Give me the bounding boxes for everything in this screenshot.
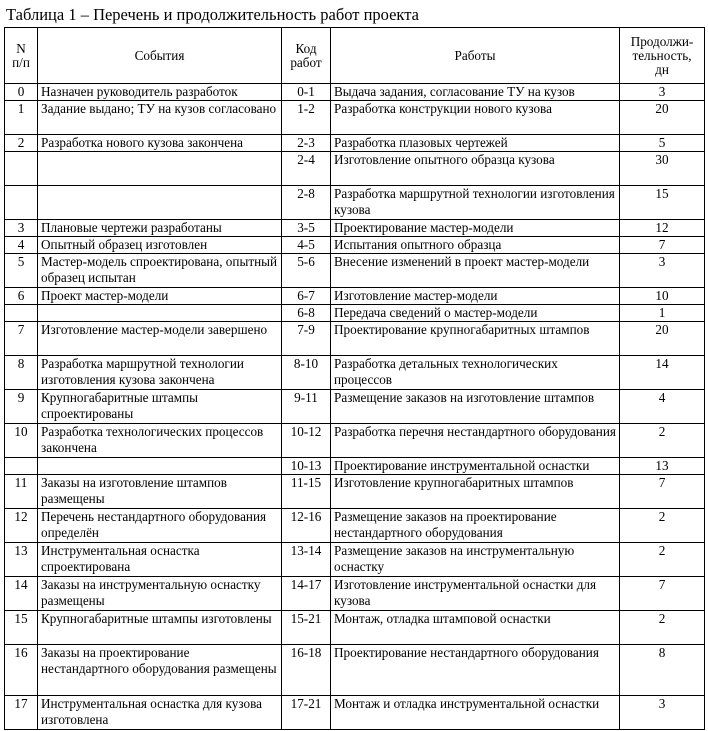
row-event-cell (38, 458, 282, 475)
table-row (5, 186, 705, 220)
row-work-cell: Размещение заказов на проектирование нестандартного оборудования (331, 509, 620, 543)
row-duration-cell: 12 (620, 220, 705, 237)
row-event-cell (38, 305, 282, 322)
row-duration-cell: 3 (620, 254, 705, 288)
row-event-cell: Разработка технологических процессов закончена (38, 424, 282, 458)
works-table (4, 27, 705, 730)
row-event-cell: Опытный образец изготовлен (38, 237, 282, 254)
table-row (5, 288, 705, 305)
row-work-cell: Монтаж, отладка штамповой оснастки (331, 611, 620, 645)
row-code-cell: 4-5 (282, 237, 331, 254)
table-row (5, 509, 705, 543)
row-work-cell: Проектирование крупногабаритных штампов (331, 322, 620, 356)
row-duration-cell: 14 (620, 356, 705, 390)
row-code-cell: 10-12 (282, 424, 331, 458)
row-num-cell: 16 (5, 645, 38, 696)
row-duration-cell: 13 (620, 458, 705, 475)
row-num-cell: 4 (5, 237, 38, 254)
row-code-cell: 8-10 (282, 356, 331, 390)
header-work: Работы (331, 28, 620, 84)
row-num-cell: 17 (5, 696, 38, 730)
row-duration-cell: 20 (620, 322, 705, 356)
row-work-cell: Разработка детальных технологических процессов (331, 356, 620, 390)
row-num-cell: 0 (5, 84, 38, 101)
row-event-cell (38, 152, 282, 186)
table-row (5, 645, 705, 696)
row-num-cell: 6 (5, 288, 38, 305)
row-code-cell: 2-3 (282, 135, 331, 152)
row-code-cell: 14-17 (282, 577, 331, 611)
row-work-cell: Изготовление опытного образца кузова (331, 152, 620, 186)
row-code-cell: 9-11 (282, 390, 331, 424)
row-work-cell: Проектирование нестандартного оборудования (331, 645, 620, 696)
table-row (5, 577, 705, 611)
table-row (5, 424, 705, 458)
row-event-cell: Проект мастер-модели (38, 288, 282, 305)
table-row (5, 101, 705, 135)
row-duration-cell: 2 (620, 543, 705, 577)
row-code-cell: 13-14 (282, 543, 331, 577)
row-code-cell: 2-4 (282, 152, 331, 186)
table-row (5, 135, 705, 152)
row-code-cell: 17-21 (282, 696, 331, 730)
row-duration-cell: 8 (620, 645, 705, 696)
row-work-cell: Проектирование мастер-модели (331, 220, 620, 237)
row-duration-cell: 5 (620, 135, 705, 152)
table-row (5, 305, 705, 322)
table-row (5, 475, 705, 509)
row-event-cell: Инструментальная оснастка для кузова изготовлена (38, 696, 282, 730)
table-row (5, 458, 705, 475)
row-event-cell: Инструментальная оснастка спроектирована (38, 543, 282, 577)
row-work-cell: Монтаж и отладка инструментальной оснастки (331, 696, 620, 730)
row-work-cell: Разработка конструкции нового кузова (331, 101, 620, 135)
row-code-cell: 11-15 (282, 475, 331, 509)
row-work-cell: Выдача задания, согласование ТУ на кузов (331, 84, 620, 101)
row-num-cell: 7 (5, 322, 38, 356)
table-row (5, 611, 705, 645)
row-duration-cell: 30 (620, 152, 705, 186)
row-num-cell: 10 (5, 424, 38, 458)
row-work-cell: Испытания опытного образца (331, 237, 620, 254)
row-event-cell: Разработка маршрутной технологии изготовления кузова закончена (38, 356, 282, 390)
row-duration-cell: 7 (620, 475, 705, 509)
table-caption: Таблица 1 – Перечень и продолжительность работ проекта (6, 5, 419, 24)
row-work-cell: Проектирование инструментальной оснастки (331, 458, 620, 475)
row-code-cell: 10-13 (282, 458, 331, 475)
row-event-cell: Плановые чертежи разработаны (38, 220, 282, 237)
row-code-cell: 6-8 (282, 305, 331, 322)
row-duration-cell: 3 (620, 84, 705, 101)
table-row (5, 254, 705, 288)
row-num-cell: 11 (5, 475, 38, 509)
row-work-cell: Изготовление крупногабаритных штампов (331, 475, 620, 509)
row-duration-cell: 3 (620, 696, 705, 730)
row-num-cell: 9 (5, 390, 38, 424)
row-work-cell: Разработка маршрутной технологии изготовления кузова (331, 186, 620, 220)
row-duration-cell: 15 (620, 186, 705, 220)
row-num-cell: 8 (5, 356, 38, 390)
row-num-cell: 5 (5, 254, 38, 288)
row-duration-cell: 2 (620, 611, 705, 645)
row-num-cell: 12 (5, 509, 38, 543)
row-duration-cell: 10 (620, 288, 705, 305)
row-num-cell: 13 (5, 543, 38, 577)
row-duration-cell: 7 (620, 237, 705, 254)
row-event-cell: Заказы на проектирование нестандартного оборудования размещены (38, 645, 282, 696)
row-code-cell: 1-2 (282, 101, 331, 135)
row-code-cell: 7-9 (282, 322, 331, 356)
row-event-cell: Назначен руководитель разработок (38, 84, 282, 101)
row-num-cell: 1 (5, 101, 38, 135)
row-work-cell: Размещение заказов на инструментальную оснастку (331, 543, 620, 577)
row-num-cell: 15 (5, 611, 38, 645)
row-duration-cell: 4 (620, 390, 705, 424)
row-work-cell: Размещение заказов на изготовление штампов (331, 390, 620, 424)
row-work-cell: Разработка перечня нестандартного оборудования (331, 424, 620, 458)
row-duration-cell: 20 (620, 101, 705, 135)
row-num-cell: 2 (5, 135, 38, 152)
row-duration-cell: 2 (620, 424, 705, 458)
table-row (5, 84, 705, 101)
row-code-cell: 2-8 (282, 186, 331, 220)
table-row (5, 356, 705, 390)
row-num-cell (5, 186, 38, 220)
header-event: События (38, 28, 282, 84)
header-code: Код работ (282, 28, 331, 84)
table-row (5, 390, 705, 424)
row-event-cell: Разработка нового кузова закончена (38, 135, 282, 152)
row-num-cell (5, 305, 38, 322)
row-event-cell: Заказы на изготовление штампов размещены (38, 475, 282, 509)
row-code-cell: 12-16 (282, 509, 331, 543)
header-duration: Продолжи- тельность, дн (620, 28, 705, 84)
row-work-cell: Изготовление мастер-модели (331, 288, 620, 305)
row-event-cell: Перечень нестандартного оборудования определён (38, 509, 282, 543)
row-event-cell: Изготовление мастер-модели завершено (38, 322, 282, 356)
row-code-cell: 16-18 (282, 645, 331, 696)
row-work-cell: Изготовление инструментальной оснастки для кузова (331, 577, 620, 611)
row-event-cell (38, 186, 282, 220)
row-code-cell: 0-1 (282, 84, 331, 101)
table-row (5, 152, 705, 186)
row-event-cell: Мастер-модель спроектирована, опытный образец испытан (38, 254, 282, 288)
row-num-cell (5, 152, 38, 186)
row-num-cell: 3 (5, 220, 38, 237)
table-row (5, 696, 705, 730)
row-work-cell: Разработка плазовых чертежей (331, 135, 620, 152)
row-event-cell: Заказы на инструментальную оснастку размещены (38, 577, 282, 611)
row-event-cell: Крупногабаритные штампы изготовлены (38, 611, 282, 645)
row-code-cell: 5-6 (282, 254, 331, 288)
table-row (5, 237, 705, 254)
row-event-cell: Крупногабаритные штампы спроектированы (38, 390, 282, 424)
table-row (5, 322, 705, 356)
row-num-cell (5, 458, 38, 475)
row-duration-cell: 7 (620, 577, 705, 611)
header-row (5, 28, 705, 84)
header-num: N п/п (5, 28, 38, 84)
row-event-cell: Задание выдано; ТУ на кузов согласовано (38, 101, 282, 135)
row-work-cell: Внесение изменений в проект мастер-модели (331, 254, 620, 288)
row-duration-cell: 2 (620, 509, 705, 543)
row-code-cell: 6-7 (282, 288, 331, 305)
row-work-cell: Передача сведений о мастер-модели (331, 305, 620, 322)
table-row (5, 543, 705, 577)
row-code-cell: 3-5 (282, 220, 331, 237)
row-duration-cell: 1 (620, 305, 705, 322)
row-code-cell: 15-21 (282, 611, 331, 645)
table-row (5, 220, 705, 237)
row-num-cell: 14 (5, 577, 38, 611)
